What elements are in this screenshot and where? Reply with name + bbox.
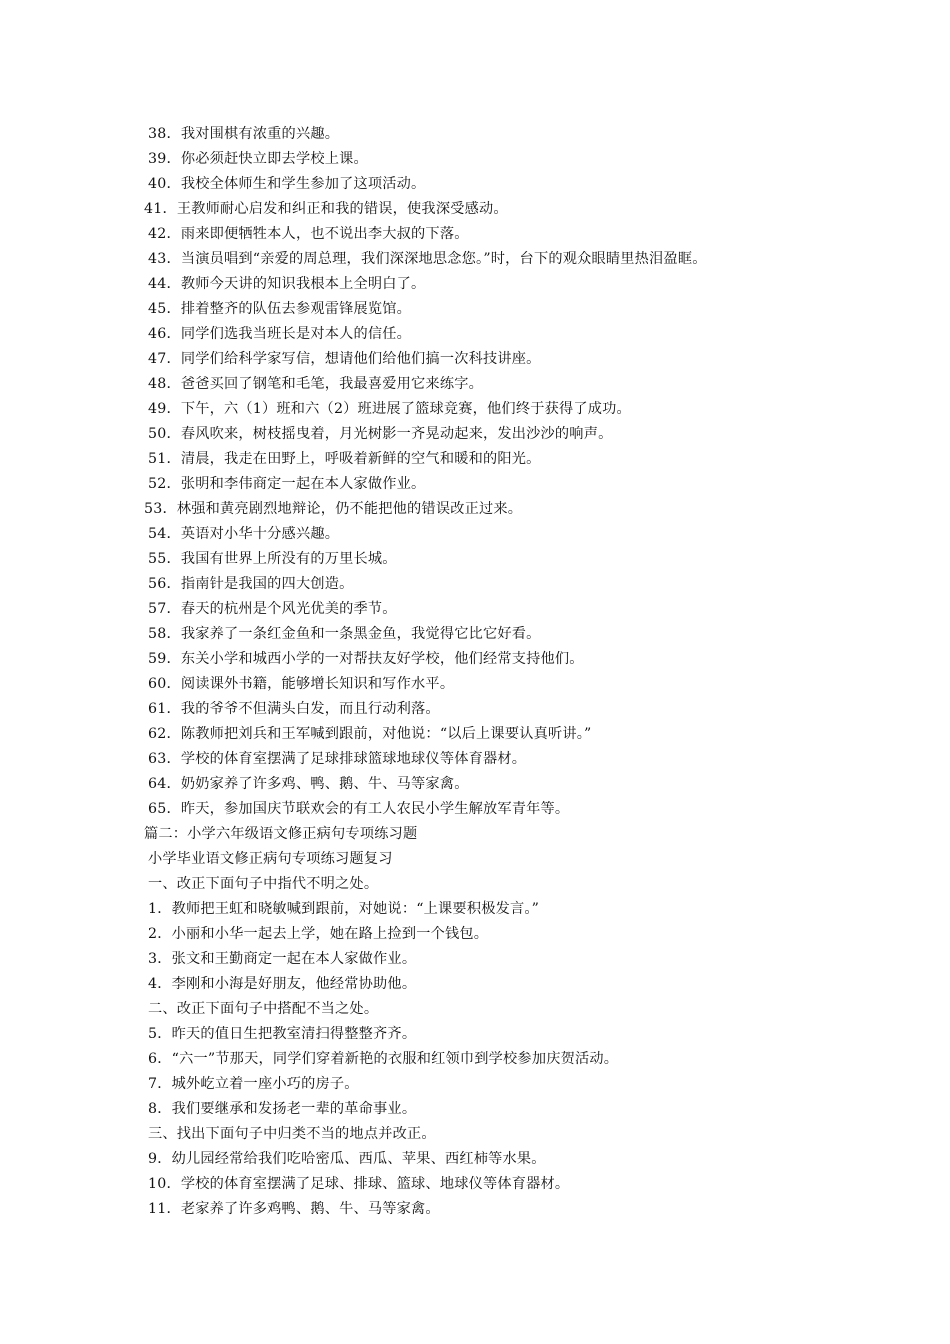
text-line: 一、改正下面句子中指代不明之处。 — [148, 876, 379, 892]
text-line: 11．老家养了许多鸡鸭、鹅、牛、马等家禽。 — [148, 1201, 440, 1217]
text-line: 三、找出下面句子中归类不当的地点并改正。 — [148, 1126, 436, 1142]
text-line: 53．林强和黄亮剧烈地辩论，仍不能把他的错误改正过来。 — [144, 501, 523, 517]
text-line: 小学毕业语文修正病句专项练习题复习 — [148, 851, 393, 867]
text-line: 40．我校全体师生和学生参加了这项活动。 — [148, 176, 426, 192]
text-line: 60．阅读课外书籍，能够增长知识和写作水平。 — [148, 676, 455, 692]
text-line: 45．排着整齐的队伍去参观雷锋展览馆。 — [148, 301, 412, 317]
text-line: 9．幼儿园经常给我们吃哈密瓜、西瓜、苹果、西红柿等水果。 — [148, 1151, 546, 1167]
text-line: 39．你必须赶快立即去学校上课。 — [148, 151, 368, 167]
text-line: 43．当演员唱到“亲爱的周总理，我们深深地思念您。”时，台下的观众眼睛里热泪盈眶。 — [148, 251, 707, 267]
text-line: 50．春风吹来，树枝摇曳着，月光树影一齐晃动起来，发出沙沙的响声。 — [148, 426, 613, 442]
text-line: 59．东关小学和城西小学的一对帮扶友好学校，他们经常支持他们。 — [148, 651, 584, 667]
text-line: 篇二：小学六年级语文修正病句专项练习题 — [144, 826, 418, 842]
text-line: 55．我国有世界上所没有的万里长城。 — [148, 551, 397, 567]
text-line: 49．下午，六（1）班和六（2）班进展了篮球竞赛，他们终于获得了成功。 — [148, 401, 631, 417]
text-line: 6．“六一”节那天，同学们穿着新艳的衣服和红领巾到学校参加庆贺活动。 — [148, 1051, 619, 1067]
text-line: 7．城外屹立着一座小巧的房子。 — [148, 1076, 359, 1092]
text-line: 58．我家养了一条红金鱼和一条黑金鱼，我觉得它比它好看。 — [148, 626, 541, 642]
text-line: 38．我对围棋有浓重的兴趣。 — [148, 126, 340, 142]
text-line: 44．教师今天讲的知识我根本上全明白了。 — [148, 276, 426, 292]
text-line: 2．小丽和小华一起去上学，她在路上捡到一个钱包。 — [148, 926, 489, 942]
text-line: 63．学校的体育室摆满了足球排球篮球地球仪等体育器材。 — [148, 751, 527, 767]
text-line: 61．我的爷爷不但满头白发，而且行动利落。 — [148, 701, 440, 717]
text-line: 62．陈教师把刘兵和王军喊到跟前，对他说：“以后上课要认真听讲。” — [148, 726, 592, 742]
text-line: 3．张文和王勤商定一起在本人家做作业。 — [148, 951, 417, 967]
text-line: 10．学校的体育室摆满了足球、排球、篮球、地球仪等体育器材。 — [148, 1176, 570, 1192]
text-line: 64．奶奶家养了许多鸡、鸭、鹅、牛、马等家禽。 — [148, 776, 469, 792]
text-line: 52．张明和李伟商定一起在本人家做作业。 — [148, 476, 426, 492]
document-body — [144, 122, 924, 1222]
text-line: 42．雨来即便牺牲本人，也不说出李大叔的下落。 — [148, 226, 469, 242]
text-line: 1．教师把王虹和晓敏喊到跟前，对她说：“上课要积极发言。” — [148, 901, 540, 917]
text-line: 5．昨天的值日生把教室清扫得整整齐齐。 — [148, 1026, 417, 1042]
text-line: 48．爸爸买回了钢笔和毛笔，我最喜爱用它来练字。 — [148, 376, 483, 392]
text-line: 41．王教师耐心启发和纠正和我的错误，使我深受感动。 — [144, 201, 508, 217]
text-line: 4．李刚和小海是好朋友，他经常协助他。 — [148, 976, 417, 992]
text-line: 56．指南针是我国的四大创造。 — [148, 576, 354, 592]
text-line: 46．同学们选我当班长是对本人的信任。 — [148, 326, 412, 342]
text-line: 65．昨天，参加国庆节联欢会的有工人农民小学生解放军青年等。 — [148, 801, 570, 817]
text-line: 54．英语对小华十分感兴趣。 — [148, 526, 340, 542]
text-line: 47．同学们给科学家写信，想请他们给他们搞一次科技讲座。 — [148, 351, 541, 367]
text-line: 57．春天的杭州是个风光优美的季节。 — [148, 601, 397, 617]
text-line: 二、改正下面句子中搭配不当之处。 — [148, 1001, 379, 1017]
text-line: 51．清晨，我走在田野上，呼吸着新鲜的空气和暖和的阳光。 — [148, 451, 541, 467]
text-line: 8．我们要继承和发扬老一辈的革命事业。 — [148, 1101, 417, 1117]
